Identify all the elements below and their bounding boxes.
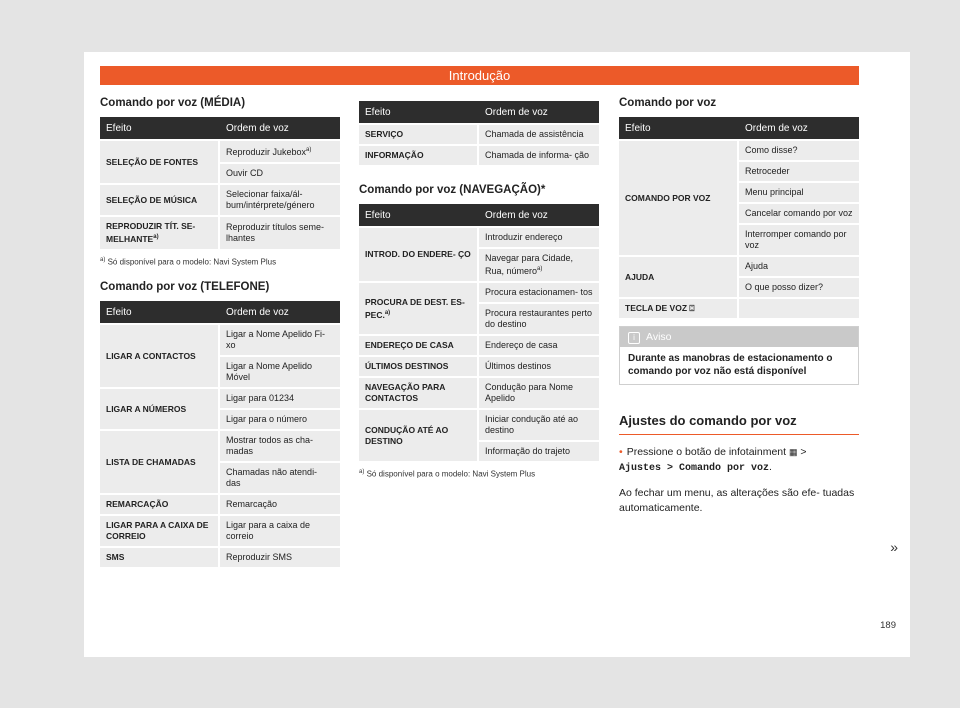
- page-header: Introdução: [100, 66, 859, 85]
- column-1: [100, 96, 340, 569]
- column-3: [619, 96, 859, 516]
- voz-title: Comando por voz: [619, 97, 717, 109]
- info-icon: i: [628, 332, 640, 344]
- page-number: 189: [880, 620, 896, 631]
- table-key: SELEÇÃO DE FONTES: [100, 141, 220, 183]
- table-row: O que posso dizer?: [619, 278, 859, 297]
- table-cell: Reproduzir Jukebox$^{a)}$: [220, 141, 340, 162]
- table-row: LIGAR A NÚMEROS Ligar para 01234: [100, 389, 340, 408]
- table-row: LIGAR PARA A CAIXA DE CORREIO Ligar para a caixa de correio: [100, 516, 340, 546]
- table-row: REMARCAÇÃO Remarcação: [100, 495, 340, 514]
- table-row: Retroceder: [619, 162, 859, 181]
- table-row: INFORMAÇÃO Chamada de informa- ção: [359, 146, 599, 165]
- table-row: SMS Reproduzir SMS: [100, 548, 340, 567]
- continue-icon: »: [890, 539, 898, 555]
- nav-table: Efeito Ordem de voz INTROD. DO ENDERE- ÇO Introduzir endereço Navegar para Cidade, Rua, número$^{a)}$ PROCURA DE DEST. ES- PEC.$^{a)}$ Procura estacionamen- tos Procura restaurantes perto do destino ENDEREÇO DE CASA Endereço de casa ÚLTIMOS DESTINOS Últimos destinos NAVEGAÇÃO PARA CONTACTOS Condução para Nome Apelido CONDUÇÃO ATÉ AO DESTINO Iniciar condução até ao destino Informação do trajeto: [359, 202, 599, 463]
- table-row: Informação do trajeto: [359, 442, 599, 461]
- table-cell: Selecionar faixa/ál- bum/intérprete/género: [220, 185, 340, 215]
- table-row: Ligar a Nome Apelido Móvel: [100, 357, 340, 387]
- table-row: Interromper comando por voz: [619, 225, 859, 255]
- table-key: SELEÇÃO DE MÚSICA: [100, 185, 220, 215]
- voice-key-icon: ⍠: [689, 303, 695, 313]
- media-title: Comando por voz (MÉDIA): [100, 97, 246, 109]
- tel-table: Efeito Ordem de voz LIGAR A CONTACTOS Ligar a Nome Apelido Fi- xo Ligar a Nome Apelido Móvel LIGAR A NÚMEROS Ligar para 01234 Ligar para o número LISTA DE CHAMADAS Mostrar todos as cha- madas Chamadas não atendi- das REMARCAÇÃO Remarcação LIGAR PARA A CAIXA DE CORREIO Ligar para a caixa de correio SMS Reproduzir SMS: [100, 299, 340, 569]
- table-row: ÚLTIMOS DESTINOS Últimos destinos: [359, 357, 599, 376]
- column-2: [359, 96, 599, 493]
- table-key: REPRODUZIR TÍT. SE- MELHANTE$^{a)}$: [100, 217, 220, 249]
- table-row: [100, 141, 340, 162]
- table-row: SERVIÇO Chamada de assistência: [359, 125, 599, 144]
- voz-table: Efeito Ordem de voz COMANDO POR VOZ Como disse? Retroceder Menu principal Cancelar comando por voz Interromper comando por voz AJUDA Ajuda O que posso dizer? TECLA DE VOZ ⍠: [619, 115, 859, 320]
- table-row: TECLA DE VOZ ⍠: [619, 299, 859, 318]
- th-efeito: Efeito: [100, 117, 220, 139]
- th-ordem: Ordem de voz: [220, 117, 340, 139]
- table-cell: Reproduzir títulos seme- lhantes: [220, 217, 340, 249]
- table-row: AJUDA Ajuda: [619, 257, 859, 276]
- table-row: [100, 217, 340, 249]
- table-row: [100, 185, 340, 215]
- table-row: CONDUÇÃO ATÉ AO DESTINO Iniciar condução até ao destino: [359, 410, 599, 440]
- table-row: Cancelar comando por voz: [619, 204, 859, 223]
- table-row: LISTA DE CHAMADAS Mostrar todos as cha- madas: [100, 431, 340, 461]
- table-row: Navegar para Cidade, Rua, número$^{a)}$: [359, 249, 599, 281]
- nav-title: Comando por voz (NAVEGAÇÃO)*: [359, 184, 546, 196]
- paragraph-2: Ao fechar um menu, as alterações são efe- tuadas automaticamente.: [619, 487, 855, 514]
- footnote: $^{a)}$ Só disponível para o modelo: Navi System Plus: [359, 469, 536, 479]
- table-row: LIGAR A CONTACTOS Ligar a Nome Apelido Fi- xo: [100, 325, 340, 355]
- service-table: Efeito Ordem de voz SERVIÇO Chamada de assistência INFORMAÇÃO Chamada de informa- ção: [359, 99, 599, 167]
- table-cell: Ouvir CD: [220, 164, 340, 183]
- table-row: INTROD. DO ENDERE- ÇO Introduzir endereço: [359, 228, 599, 247]
- aviso-box: i Aviso Durante as manobras de estacionamento o comando por voz não está disponível: [619, 326, 859, 385]
- table-row: Menu principal: [619, 183, 859, 202]
- table-row: COMANDO POR VOZ Como disse?: [619, 141, 859, 160]
- footnote: $^{a)}$ Só disponível para o modelo: Navi System Plus: [100, 256, 277, 267]
- table-row: Procura restaurantes perto do destino: [359, 304, 599, 334]
- media-table: [100, 115, 340, 251]
- table-row: NAVEGAÇÃO PARA CONTACTOS Condução para Nome Apelido: [359, 378, 599, 408]
- tel-title: Comando por voz (TELEFONE): [100, 281, 270, 294]
- table-row: Ligar para o número: [100, 410, 340, 429]
- paragraph-1: • Pressione o botão de infotainment ▦ > Ajustes > Comando por voz.: [619, 446, 807, 474]
- menu-icon: ▦: [788, 447, 798, 457]
- table-row: Chamadas não atendi- das: [100, 463, 340, 493]
- table-row: ENDEREÇO DE CASA Endereço de casa: [359, 336, 599, 355]
- section-title: Ajustes do comando por voz: [619, 413, 859, 435]
- table-row: PROCURA DE DEST. ES- PEC.$^{a)}$ Procura estacionamen- tos: [359, 283, 599, 302]
